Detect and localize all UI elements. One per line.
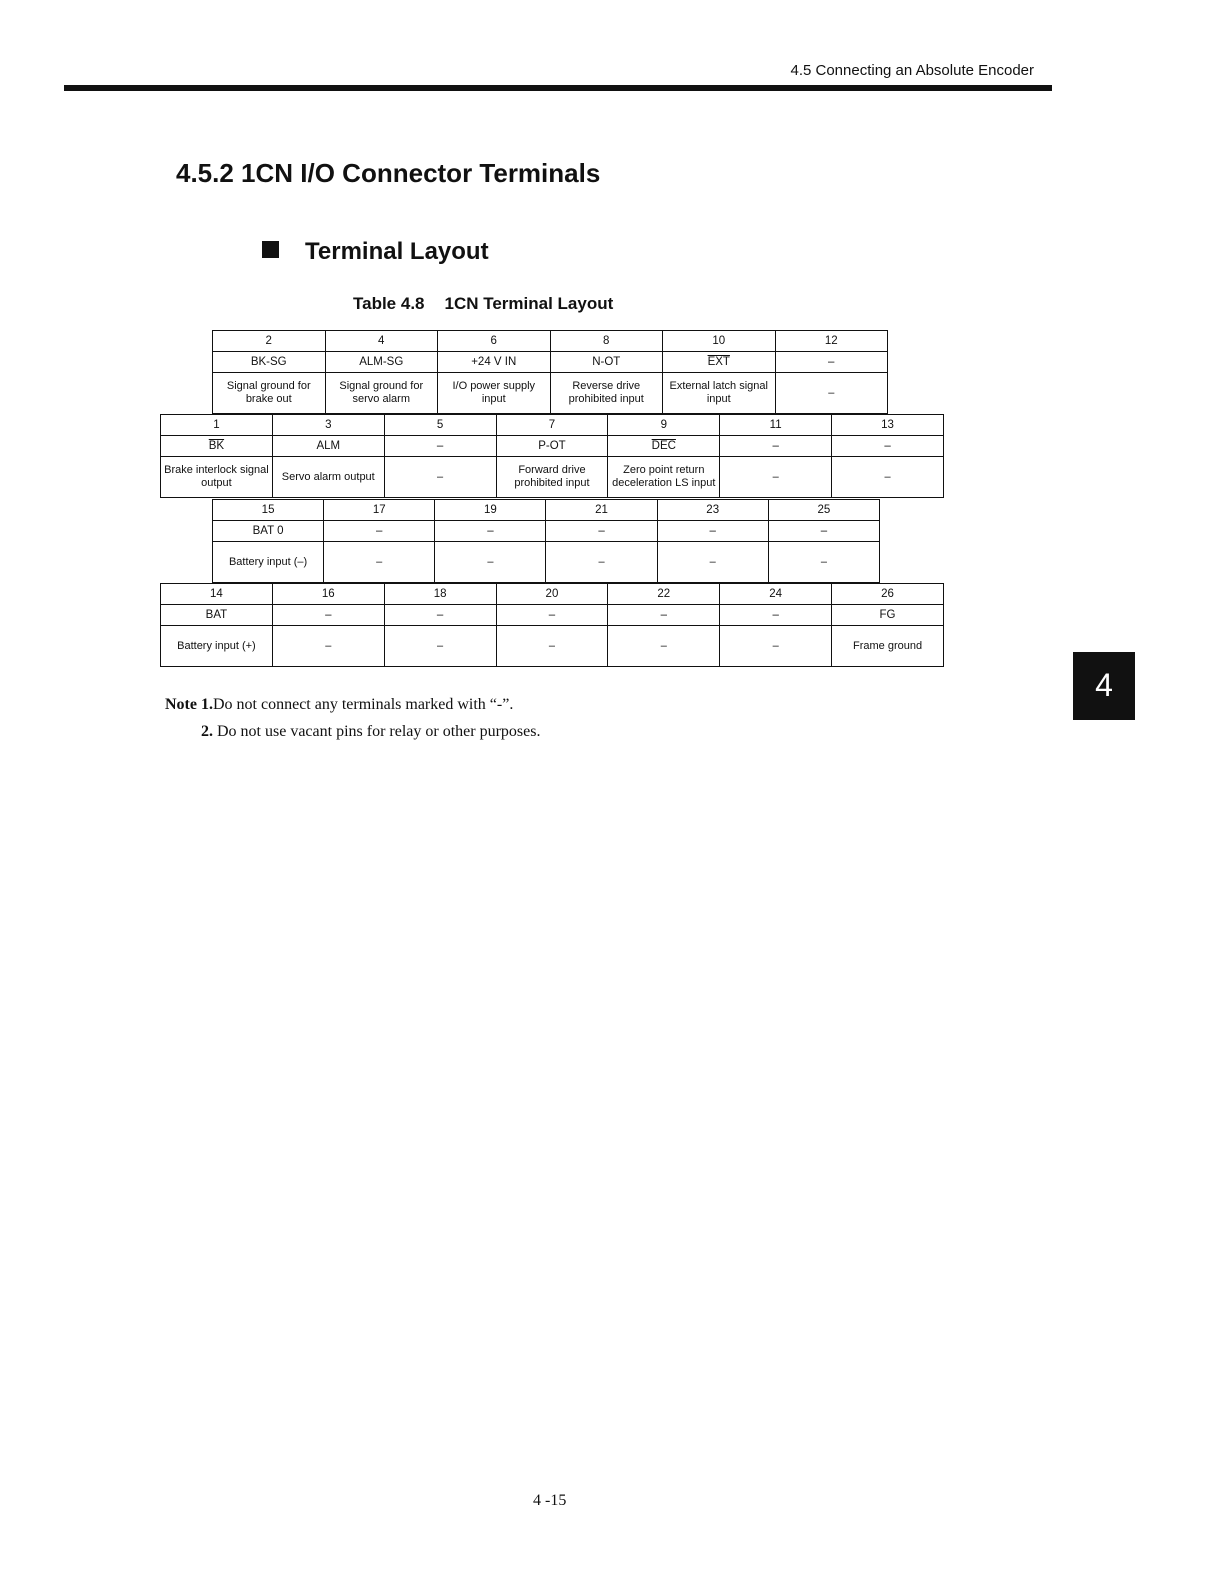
pin-signal: – (608, 605, 720, 626)
chapter-tab: 4 (1073, 652, 1135, 720)
pin-signal: P-OT (496, 436, 608, 457)
note-1-number: 1. (200, 696, 213, 713)
pin-number: 3 (272, 415, 384, 436)
pin-description: Servo alarm output (272, 457, 384, 498)
note-2 (165, 723, 540, 741)
pin-description: – (720, 457, 832, 498)
pin-signal: – (832, 436, 944, 457)
pin-number: 25 (768, 500, 879, 521)
pin-description: Battery input (–) (213, 542, 324, 583)
pin-number: 15 (213, 500, 324, 521)
pin-signal: – (546, 521, 657, 542)
pin-number: 20 (496, 584, 608, 605)
pin-number: 7 (496, 415, 608, 436)
pin-signal: $\overline{DEC}$ (608, 436, 720, 457)
pin-signal: $\overline{EXT}$ (663, 352, 776, 373)
pin-description: Reverse drive prohibited input (550, 373, 663, 414)
pin-number: 22 (608, 584, 720, 605)
pin-signal: ALM (272, 436, 384, 457)
pin-description: – (384, 626, 496, 667)
pin-number: 26 (832, 584, 944, 605)
subheading-text: Terminal Layout (305, 238, 489, 265)
terminal-row-odd-upper (160, 414, 944, 498)
pin-number: 21 (546, 500, 657, 521)
pin-signal: – (435, 521, 546, 542)
table-caption (353, 294, 613, 314)
pin-description: Signal ground for brake out (213, 373, 326, 414)
pin-signal: – (496, 605, 608, 626)
pin-description: – (435, 542, 546, 583)
pin-number: 4 (325, 331, 438, 352)
pin-description: – (775, 373, 888, 414)
note-1-text: Do not connect any terminals marked with “-”. (212, 696, 514, 713)
pin-number: 10 (663, 331, 776, 352)
terminal-row-even-lower (160, 583, 944, 667)
note-2-number: 2. (201, 723, 213, 740)
pin-description: – (720, 626, 832, 667)
pin-description: Brake interlock signal output (161, 457, 273, 498)
pin-number: 12 (775, 331, 888, 352)
pin-signal: – (272, 605, 384, 626)
pin-signal: BAT (161, 605, 273, 626)
pin-description: Signal ground for servo alarm (325, 373, 438, 414)
pin-number: 13 (832, 415, 944, 436)
pin-number: 23 (657, 500, 768, 521)
table-caption-number: Table 4.8 (353, 294, 425, 313)
pin-signal: – (384, 436, 496, 457)
pin-description: Zero point return deceleration LS input (608, 457, 720, 498)
pin-signal: BK-SG (213, 352, 326, 373)
pin-number: 1 (161, 415, 273, 436)
pin-description: – (324, 542, 435, 583)
pin-signal: – (768, 521, 879, 542)
table-caption-title: 1CN Terminal Layout (444, 294, 614, 313)
pin-number: 19 (435, 500, 546, 521)
note-label: Note (165, 696, 197, 713)
pin-description: – (384, 457, 496, 498)
header-rule (64, 85, 1052, 91)
pin-signal: +24 V IN (438, 352, 551, 373)
pin-description: I/O power supply input (438, 373, 551, 414)
pin-number: 2 (213, 331, 326, 352)
pin-description: – (768, 542, 879, 583)
page-number: 4 -15 (533, 1492, 567, 1509)
page-title: 4.5.2 1CN I/O Connector Terminals (176, 158, 601, 188)
pin-description: – (832, 457, 944, 498)
pin-signal: – (775, 352, 888, 373)
square-bullet-icon (262, 241, 279, 258)
notes (165, 696, 540, 741)
terminal-row-even-upper (212, 330, 888, 414)
pin-description: Forward drive prohibited input (496, 457, 608, 498)
pin-number: 9 (608, 415, 720, 436)
note-1 (165, 696, 540, 714)
pin-signal: – (720, 605, 832, 626)
pin-signal: BAT 0 (213, 521, 324, 542)
pin-number: 16 (272, 584, 384, 605)
subheading (262, 238, 489, 266)
pin-description: – (657, 542, 768, 583)
pin-description: – (272, 626, 384, 667)
pin-signal: FG (832, 605, 944, 626)
pin-signal: – (720, 436, 832, 457)
section-title: 4.5 Connecting an Absolute Encoder (790, 62, 1034, 79)
pin-signal: $\overline{BK}$ (161, 436, 273, 457)
pin-signal: ALM-SG (325, 352, 438, 373)
terminal-row-odd-lower (212, 499, 880, 583)
pin-description: Frame ground (832, 626, 944, 667)
pin-description: External latch signal input (663, 373, 776, 414)
pin-number: 6 (438, 331, 551, 352)
pin-number: 24 (720, 584, 832, 605)
pin-number: 18 (384, 584, 496, 605)
pin-number: 14 (161, 584, 273, 605)
pin-description: – (546, 542, 657, 583)
note-2-text: Do not use vacant pins for relay or other purposes. (217, 723, 541, 740)
pin-description: Battery input (+) (161, 626, 273, 667)
pin-number: 11 (720, 415, 832, 436)
pin-signal: N-OT (550, 352, 663, 373)
pin-number: 8 (550, 331, 663, 352)
pin-signal: – (657, 521, 768, 542)
pin-number: 17 (324, 500, 435, 521)
pin-description: – (608, 626, 720, 667)
pin-number: 5 (384, 415, 496, 436)
pin-description: – (496, 626, 608, 667)
pin-signal: – (324, 521, 435, 542)
pin-signal: – (384, 605, 496, 626)
